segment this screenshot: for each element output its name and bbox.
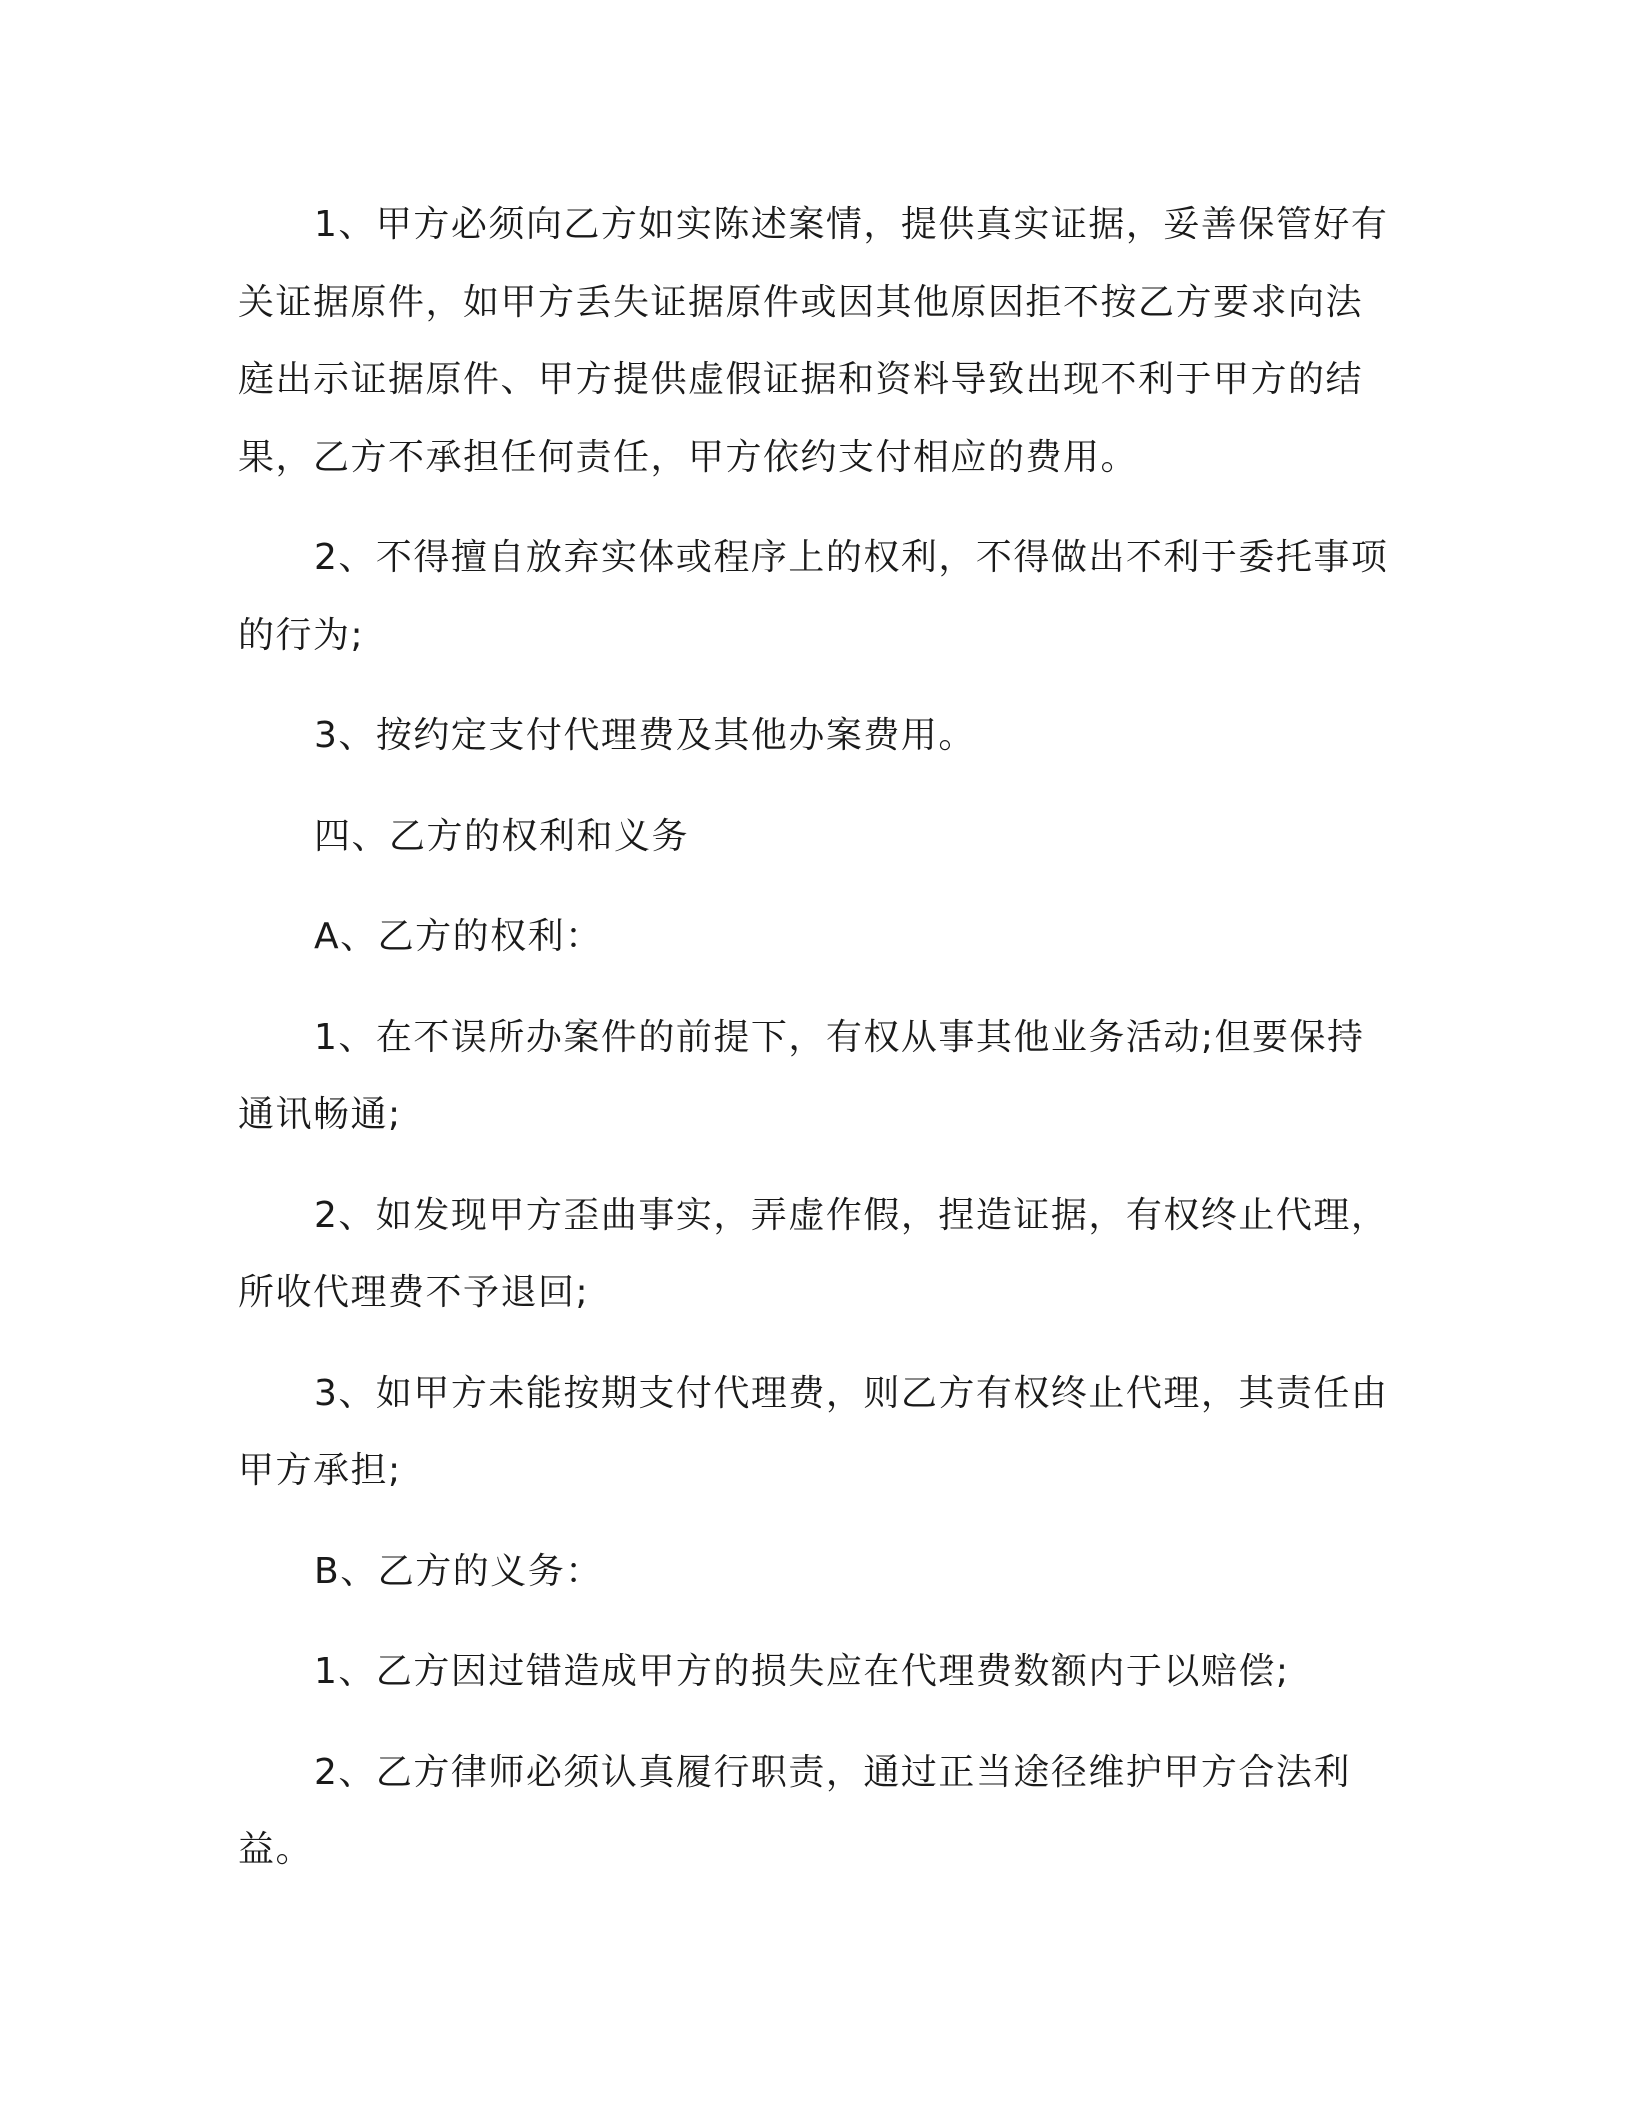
clause-party-b-right-3: 3、如甲方未能按期支付代理费，则乙方有权终止代理，其责任由甲方承担; (238, 1372, 1389, 1491)
section-heading-party-b: 四、乙方的权利和义务 (314, 815, 690, 857)
subheading-party-b-duties: B、乙方的义务： (314, 1550, 603, 1592)
clause-party-a-duty-2: 2、不得擅自放弃实体或程序上的权利，不得做出不利于委托事项的行为; (238, 537, 1389, 656)
document-page (238, 186, 1398, 1889)
subheading-party-b-rights: A、乙方的权利： (314, 916, 603, 957)
clause-party-b-right-1: 1、在不误所办案件的前提下，有权从事其他业务活动;但要保持通讯畅通; (238, 1016, 1365, 1135)
clause-party-a-duty-3: 3、按约定支付代理费及其他办案费用。 (314, 715, 976, 756)
clause-party-a-duty-1: 1、甲方必须向乙方如实陈述案情，提供真实证据，妥善保管好有关证据原件，如甲方丢失证据原件或因其他原因拒不按乙方要求向法庭出示证据原件、甲方提供虚假证据和资料导致出现不利于甲方的结果，乙方不承担任何责任，甲方依约支付相应的费用。 (238, 204, 1389, 478)
clause-party-b-duty-1: 1、乙方因过错造成甲方的损失应在代理费数额内于以赔偿; (314, 1651, 1290, 1692)
clause-party-b-right-2: 2、如发现甲方歪曲事实，弄虚作假，捏造证据，有权终止代理，所收代理费不予退回; (238, 1194, 1389, 1313)
clause-party-b-duty-2: 2、乙方律师必须认真履行职责，通过正当途径维护甲方合法利益。 (238, 1751, 1351, 1870)
